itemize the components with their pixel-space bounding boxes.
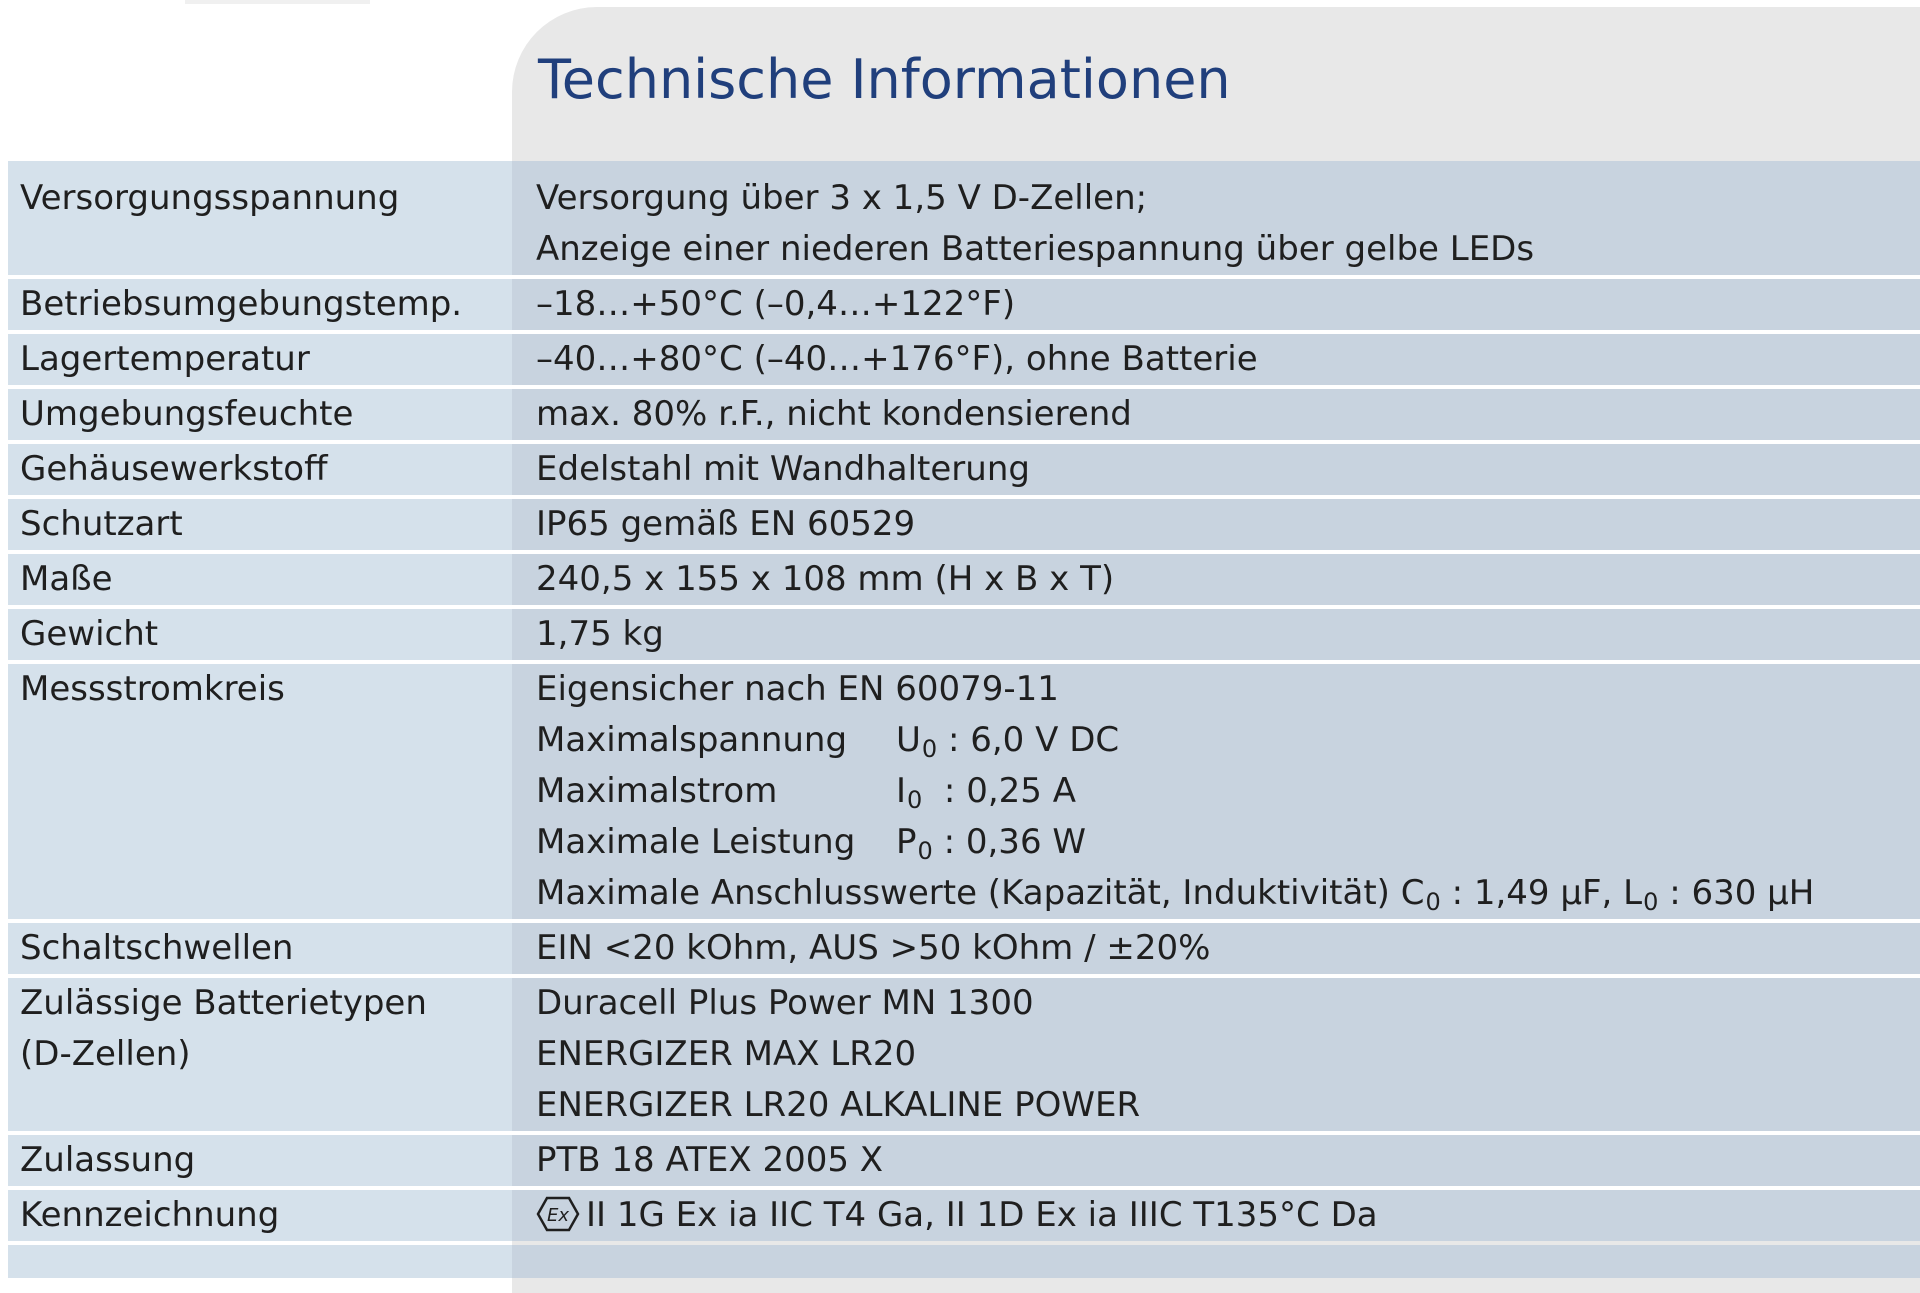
row-label-cell [8,978,512,1131]
row-value-cell [512,389,1920,440]
row-value: ENERGIZER LR20 ALKALINE POWER [536,1085,1141,1125]
row-label: Zulässige Batterietypen [20,983,427,1023]
row-value: Versorgung über 3 x 1,5 V D-Zellen; [536,178,1148,218]
table-row-measuring-circuit [8,664,1920,919]
row-value: Duracell Plus Power MN 1300 [536,983,1034,1023]
row-value: –40…+80°C (–40…+176°F), ohne Batterie [536,339,1258,379]
param-symbol: U [896,720,921,760]
row-label-cell [8,554,512,605]
row-value-cell [512,1190,1920,1241]
row-label-cell [8,1190,512,1241]
row-label: Schaltschwellen [20,928,294,968]
top-divider [185,0,370,4]
row-value-cell [512,554,1920,605]
row-value: PTB 18 ATEX 2005 X [536,1140,884,1180]
row-value-line [536,1190,1920,1241]
row-value: –18…+50°C (–0,4…+122°F) [536,284,1016,324]
row-label-cell [8,1135,512,1186]
row-value-cell [512,444,1920,495]
row-label-cell [8,1245,512,1278]
row-label-cell [8,334,512,385]
row-value: 1,75 kg [536,614,664,654]
ex-atex-hexagon-icon [536,1196,580,1232]
row-label: (D-Zellen) [20,1034,191,1074]
row-label: Gewicht [20,614,159,654]
row-value: 240,5 x 155 x 108 mm (H x B x T) [536,559,1115,599]
row-value-cell [512,499,1920,550]
row-value-cell [512,664,1920,919]
row-label: Zulassung [20,1140,196,1180]
row-value-cell [512,279,1920,330]
capacitance-symbol: C [1400,873,1425,913]
row-label-cell [8,609,512,660]
param-value: : 0,25 A [933,771,1076,811]
row-label: Umgebungsfeuchte [20,394,354,434]
inductance-symbol: L [1623,873,1643,913]
row-value-cell [512,334,1920,385]
row-value: IP65 gemäß EN 60529 [536,504,916,544]
table-row-humidity [8,389,1920,440]
row-label-cell [8,389,512,440]
inductance-subscript: 0 [1643,888,1659,916]
param-subscript: 0 [907,786,923,814]
param-name: Maximalstrom [536,771,778,811]
param-subscript: 0 [921,735,938,763]
svg-text:Ex: Ex [546,1205,570,1226]
row-label: Schutzart [20,504,183,544]
table-row-dimensions [8,554,1920,605]
row-label: Gehäusewerkstoff [20,449,328,489]
table-row-approval [8,1135,1920,1186]
table-row-weight [8,609,1920,660]
table-row-protection-class [8,499,1920,550]
row-value-cell [512,161,1920,275]
param-symbol: P [896,822,917,862]
spec-table [8,161,1920,1239]
row-label-cell [8,444,512,495]
param-value: : 0,36 W [943,822,1087,862]
row-label-cell [8,923,512,974]
row-label-cell [8,279,512,330]
table-row-battery-types [8,978,1920,1131]
param-line-connection-values [536,868,1920,919]
param-name: Maximale Leistung [536,822,856,862]
page-title: Technische Informationen [538,48,1231,111]
row-value: ENERGIZER MAX LR20 [536,1034,917,1074]
row-value: Edelstahl mit Wandhalterung [536,449,1030,489]
row-label: Maße [20,559,113,599]
row-value-cell [512,1135,1920,1186]
capacitance-value: : 1,49 µF, [1440,873,1624,913]
table-row-switching-thresholds [8,923,1920,974]
row-label: Lagertemperatur [20,339,310,379]
table-row-supply-voltage [8,161,1920,275]
param-subscript: 0 [917,837,933,865]
row-label: Messstromkreis [20,669,285,709]
table-row-operating-temp [8,279,1920,330]
row-label: Kennzeichnung [20,1195,280,1235]
row-value: Anzeige einer niederen Batteriespannung über gelbe LEDs [536,229,1535,269]
row-label-cell [8,161,512,275]
table-row-housing-material [8,444,1920,495]
table-row-marking [8,1190,1920,1241]
row-value: EIN <20 kOhm, AUS >50 kOhm / ±20% [536,928,1211,968]
table-row-empty [8,1245,1920,1278]
param-line-power [536,817,1920,868]
row-label: Versorgungsspannung [20,178,400,218]
row-value-cell [512,978,1920,1131]
row-value: Eigensicher nach EN 60079-11 [536,669,1059,709]
row-value-cell [512,609,1920,660]
row-label-cell [8,664,512,919]
param-name: Maximalspannung [536,720,848,760]
connection-text: Maximale Anschlusswerte (Kapazität, Induktivität) [536,873,1401,913]
row-label-cell [8,499,512,550]
row-value: max. 80% r.F., nicht kondensierend [536,394,1132,434]
param-line-voltage [536,715,1920,766]
row-label: Betriebsumgebungstemp. [20,284,463,324]
row-value-cell [512,923,1920,974]
param-value: : 6,0 V DC [947,720,1120,760]
row-value-cell [512,1245,1920,1278]
inductance-value: : 630 µH [1658,873,1815,913]
table-row-storage-temp [8,334,1920,385]
capacitance-subscript: 0 [1425,888,1441,916]
param-line-current [536,766,1920,817]
param-symbol: I [896,771,907,811]
row-value: II 1G Ex ia IIC T4 Ga, II 1D Ex ia IIIC T135°C Da [586,1195,1378,1235]
